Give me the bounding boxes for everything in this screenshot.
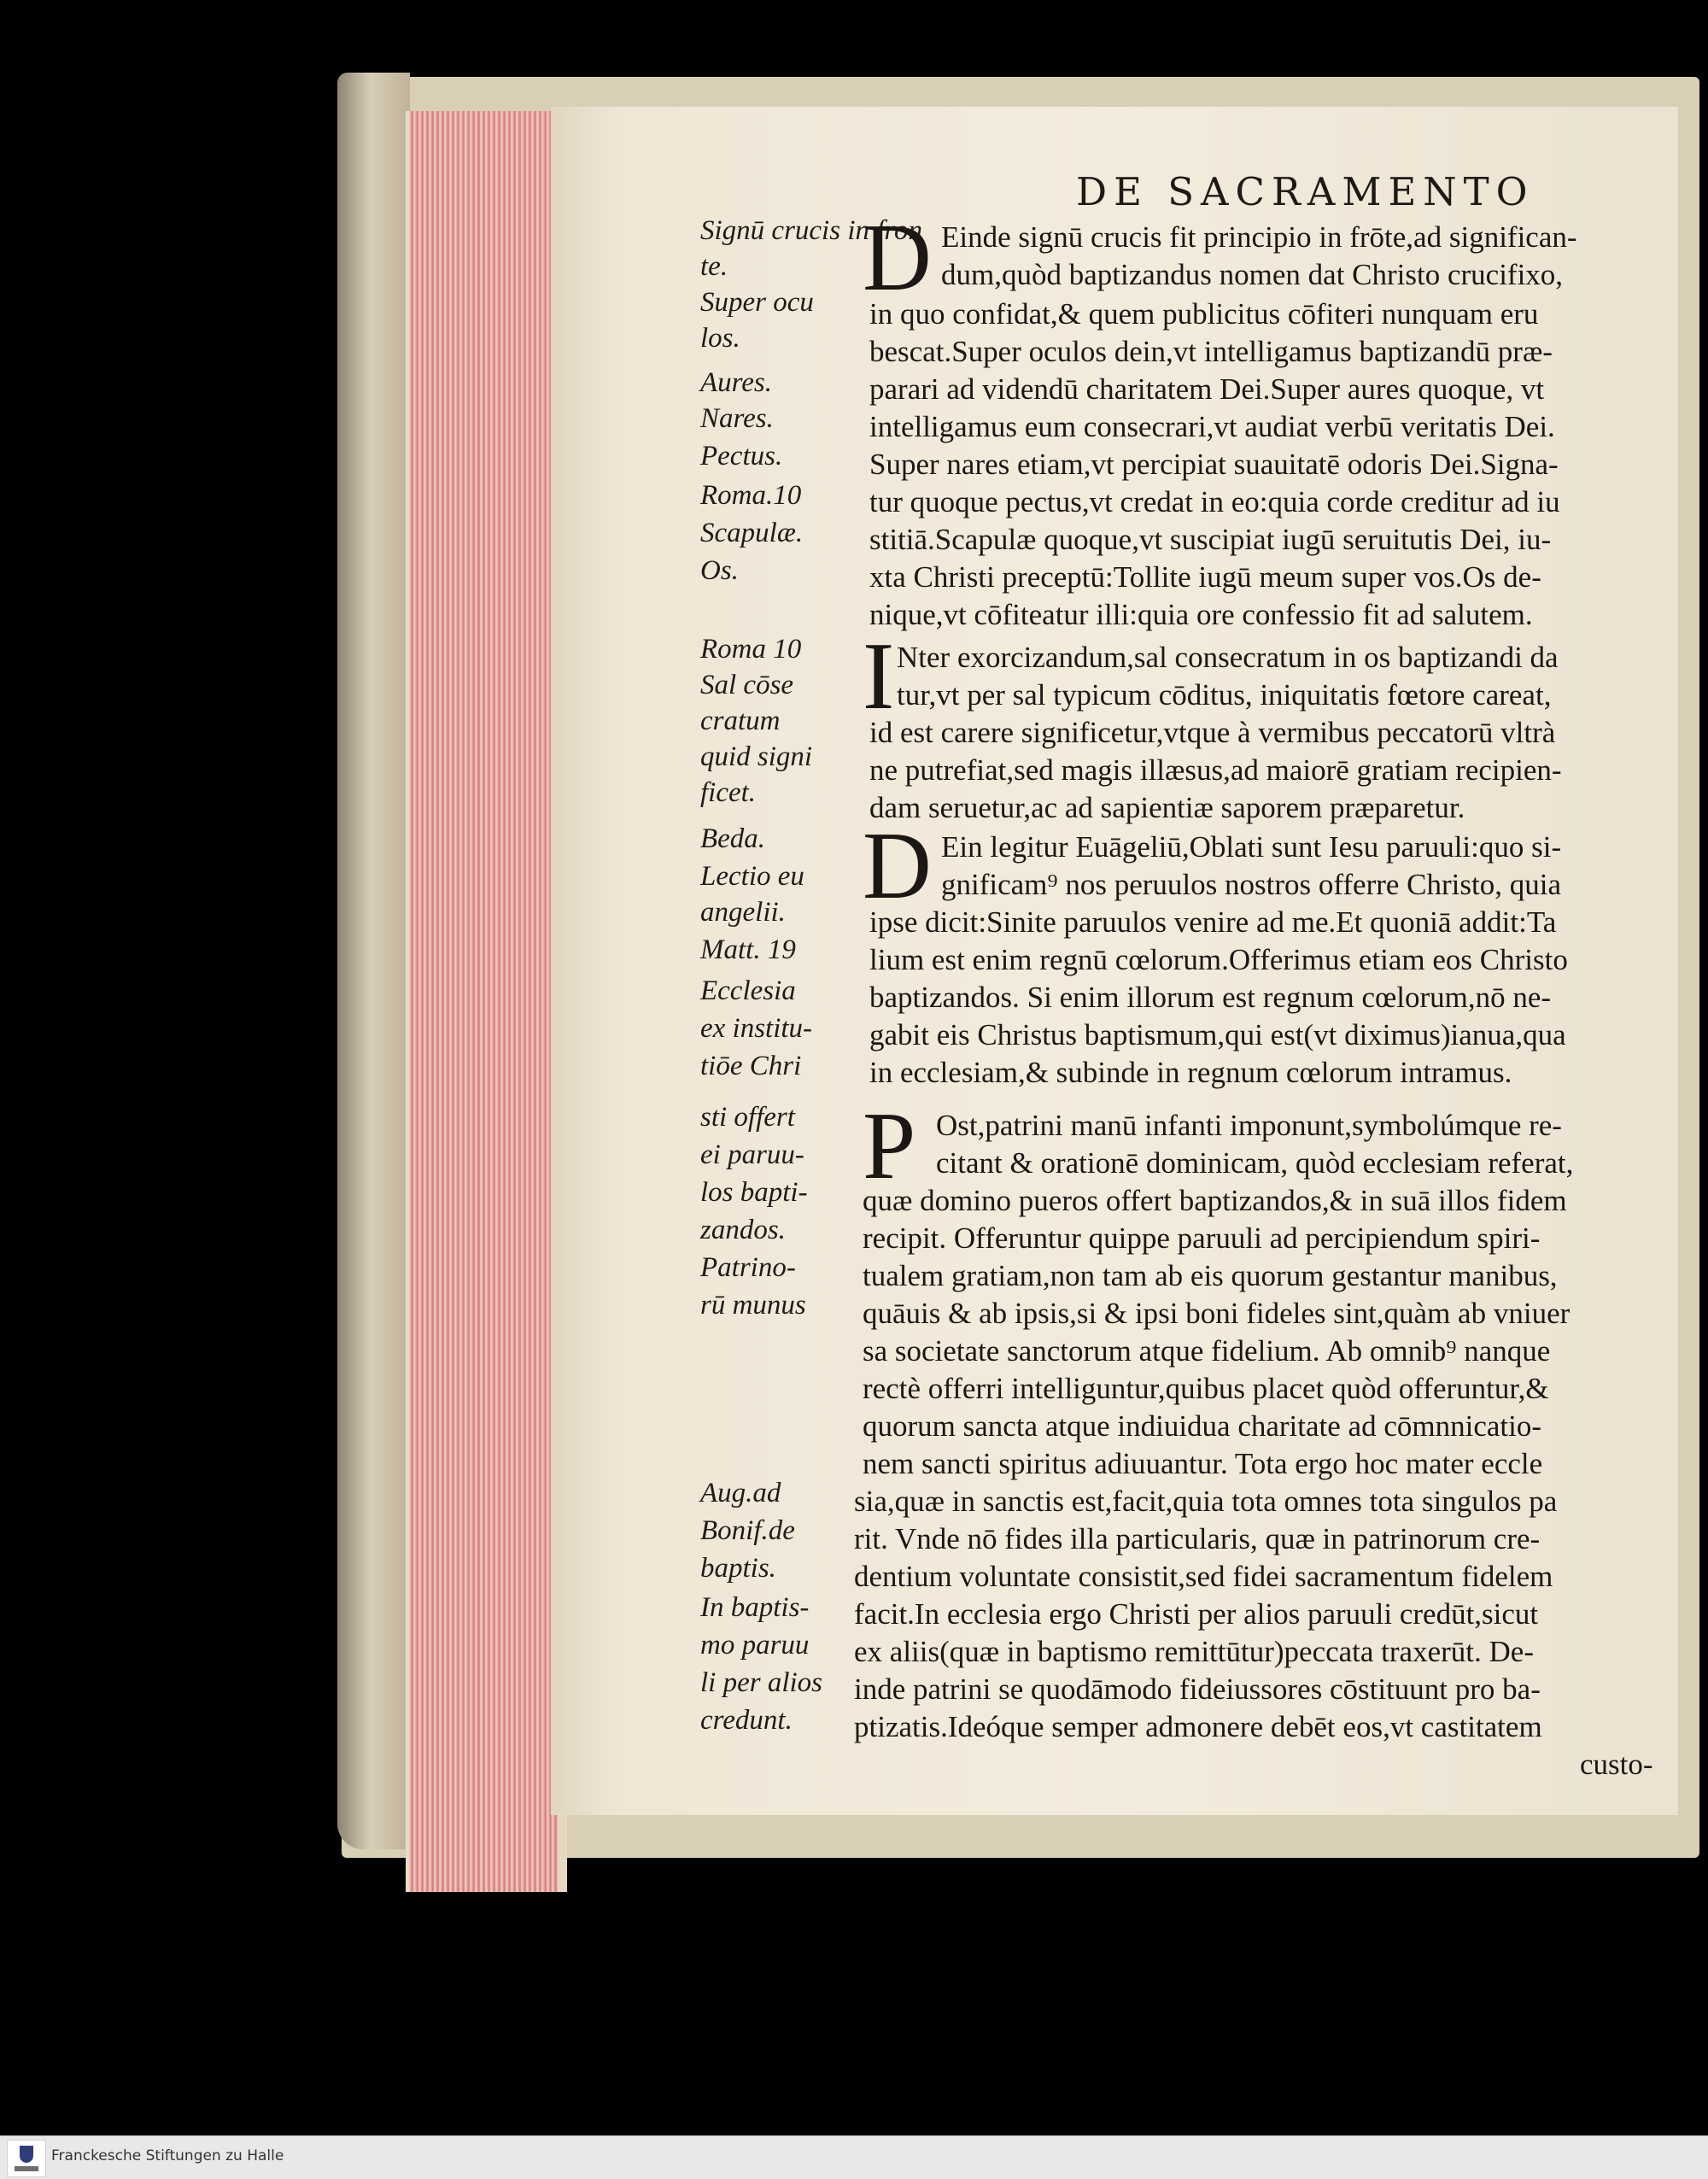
text-line: Super nares etiam,vt percipiat suauitatē odoris Dei.Signa- [869,448,1559,481]
margin-note: Super ocu [700,287,814,318]
text-line: baptizandos. Si enim illorum est regnum cœlorum,nō ne- [869,981,1552,1014]
margin-note: Lectio eu [700,861,804,892]
text-line: gnificam⁹ nos peruulos nostros offerre Christo, quia [941,868,1562,901]
margin-note: zandos. [700,1215,786,1245]
text-line: ipse dicit:Sinite paruulos venire ad me.Et quoniā addit:Ta [869,905,1557,939]
running-title: DE SACRAMENTO [1076,169,1535,214]
margin-note: Scapulæ. [700,518,804,548]
text-line: in quo confidat,& quem publicitus cōfiteri nunquam eru [869,297,1539,331]
margin-note: Beda. [700,823,766,854]
text-line: quæ domino pueros offert baptizandos,& in suā illos fidem [863,1184,1567,1217]
drop-cap: D [863,205,932,311]
margin-note: credunt. [700,1705,793,1736]
text-line: quāuis & ab ipsis,si & ipsi boni fideles sint,quàm ab vniuer [863,1297,1571,1330]
text-line: lium est enim regnū cœlorum.Offerimus etiam eos Christo [869,943,1568,976]
text-line: sa societate sanctorum atque fidelium. Ab omnib⁹ nanque [863,1334,1551,1368]
margin-note: angelii. [700,897,786,928]
margin-note: tiōe Chri [700,1051,802,1081]
margin-note: Sal cōse [700,670,794,700]
text-line: gabit eis Christus baptismum,qui est(vt diximus)ianua,qua [869,1018,1566,1051]
text-line: tualem gratiam,non tam ab eis quorum gestantur manibus, [863,1259,1558,1292]
text-line: Nter exorcizandum,sal consecratum in os baptizandi da [897,641,1559,674]
margin-note: Aug.ad [700,1478,781,1508]
text-line: quorum sancta atque indiuidua charitate ad cōmnnicatio- [863,1409,1541,1443]
text-line: ptizatis.Ideóque semper admonere debēt eos,vt castitatem [854,1710,1542,1743]
margin-note: Os. [700,555,739,586]
institution-name: Franckesche Stiftungen zu Halle [51,2147,284,2164]
text-line: in ecclesiam,& subinde in regnum cœlorum intramus. [869,1056,1512,1089]
text-line: bescat.Super oculos dein,vt intelligamus baptizandū præ- [869,335,1553,368]
margin-note: mo paruu [700,1630,810,1661]
margin-note: los. [700,323,740,354]
margin-note: Bonif.de [700,1515,795,1546]
text-line: Einde signū crucis fit principio in frōte,ad significan- [941,220,1577,254]
margin-note: In baptis- [700,1592,810,1623]
text-line: nique,vt cōfiteatur illi:quia ore confessio fit ad salutem. [869,598,1533,631]
institution-logo-icon [7,2140,46,2177]
text-line: sia,quæ in sanctis est,facit,quia tota omnes tota singulos pa [854,1485,1558,1518]
drop-cap: D [863,813,932,919]
margin-note: los bapti- [700,1177,808,1208]
margin-note: te. [700,251,728,282]
drop-cap: I [863,624,895,729]
text-line: ex aliis(quæ in baptismo remittūtur)peccata traxerūt. De- [854,1635,1534,1668]
margin-note: Nares. [700,403,774,434]
viewer-footer [0,2135,1708,2179]
margin-note: rū munus [700,1290,806,1321]
text-line: Ein legitur Euāgeliū,Oblati sunt Iesu paruuli:quo si- [941,830,1562,864]
text-line: parari ad videndū charitatem Dei.Super aures quoque, vt [869,372,1545,406]
text-line: Ost,patrini manū infanti imponunt,symbolúmque re- [936,1109,1562,1142]
margin-note: cratum [700,706,781,736]
drop-cap: P [863,1093,916,1199]
text-line: stitiā.Scapulæ quoque,vt suscipiat iugū seruitutis Dei, iu- [869,523,1552,556]
margin-note: Ecclesia [700,975,796,1006]
margin-note: sti offert [700,1102,795,1133]
margin-note: Roma.10 [700,480,802,511]
text-line: citant & orationē dominicam, quòd ecclesiam referat, [936,1146,1574,1180]
margin-note: Patrino- [700,1252,796,1283]
catchword: custo- [1580,1748,1653,1781]
book-spine [337,73,410,1849]
text-line: dam seruetur,ac ad sapientiæ saporem præparetur. [869,791,1465,824]
margin-note: ficet. [700,777,757,808]
text-line: ne putrefiat,sed magis illæsus,ad maiorē gratiam recipien- [869,753,1562,787]
text-line: tur,vt per sal typicum cōditus, iniquitatis fœtore careat, [897,678,1552,712]
margin-note: Signū crucis in fron [700,215,923,246]
text-line: tur quoque pectus,vt credat in eo:quia corde creditur ad iu [869,485,1560,518]
margin-note: quid signi [700,741,813,772]
margin-note: Matt. 19 [700,934,796,965]
text-line: rit. Vnde nō fides illa particularis, quæ in patrinorum cre- [854,1522,1541,1555]
text-line: recipit. Offeruntur quippe paruuli ad percipiendum spiri- [863,1221,1541,1255]
margin-note: Roma 10 [700,634,802,665]
text-line: xta Christi preceptū:Tollite iugū meum super vos.Os de- [869,560,1541,594]
text-line: nem sancti spiritus adiuuantur. Tota ergo hoc mater eccle [863,1447,1543,1480]
page-edges [406,111,567,1892]
margin-note: Aures. [700,367,773,398]
text-line: id est carere significetur,vtque à vermibus peccatorū vltrà [869,716,1556,749]
text-line: rectè offerri intelliguntur,quibus placet quòd offeruntur,& [863,1372,1549,1405]
text-line: facit.In ecclesia ergo Christi per alios paruuli credūt,sicut [854,1597,1539,1631]
text-line: dentium voluntate consistit,sed fidei sacramentum fidelem [854,1560,1553,1593]
text-line: dum,quòd baptizandus nomen dat Christo crucifixo, [941,258,1564,291]
margin-note: baptis. [700,1553,776,1584]
text-line: inde patrini se quodāmodo fideiussores cōstituunt pro ba- [854,1672,1541,1706]
text-line: intelligamus eum consecrari,vt audiat verbū veritatis Dei. [869,410,1555,443]
margin-note: ex institu- [700,1013,813,1044]
margin-note: ei paruu- [700,1139,804,1170]
margin-note: Pectus. [700,441,783,472]
margin-note: li per alios [700,1667,823,1698]
